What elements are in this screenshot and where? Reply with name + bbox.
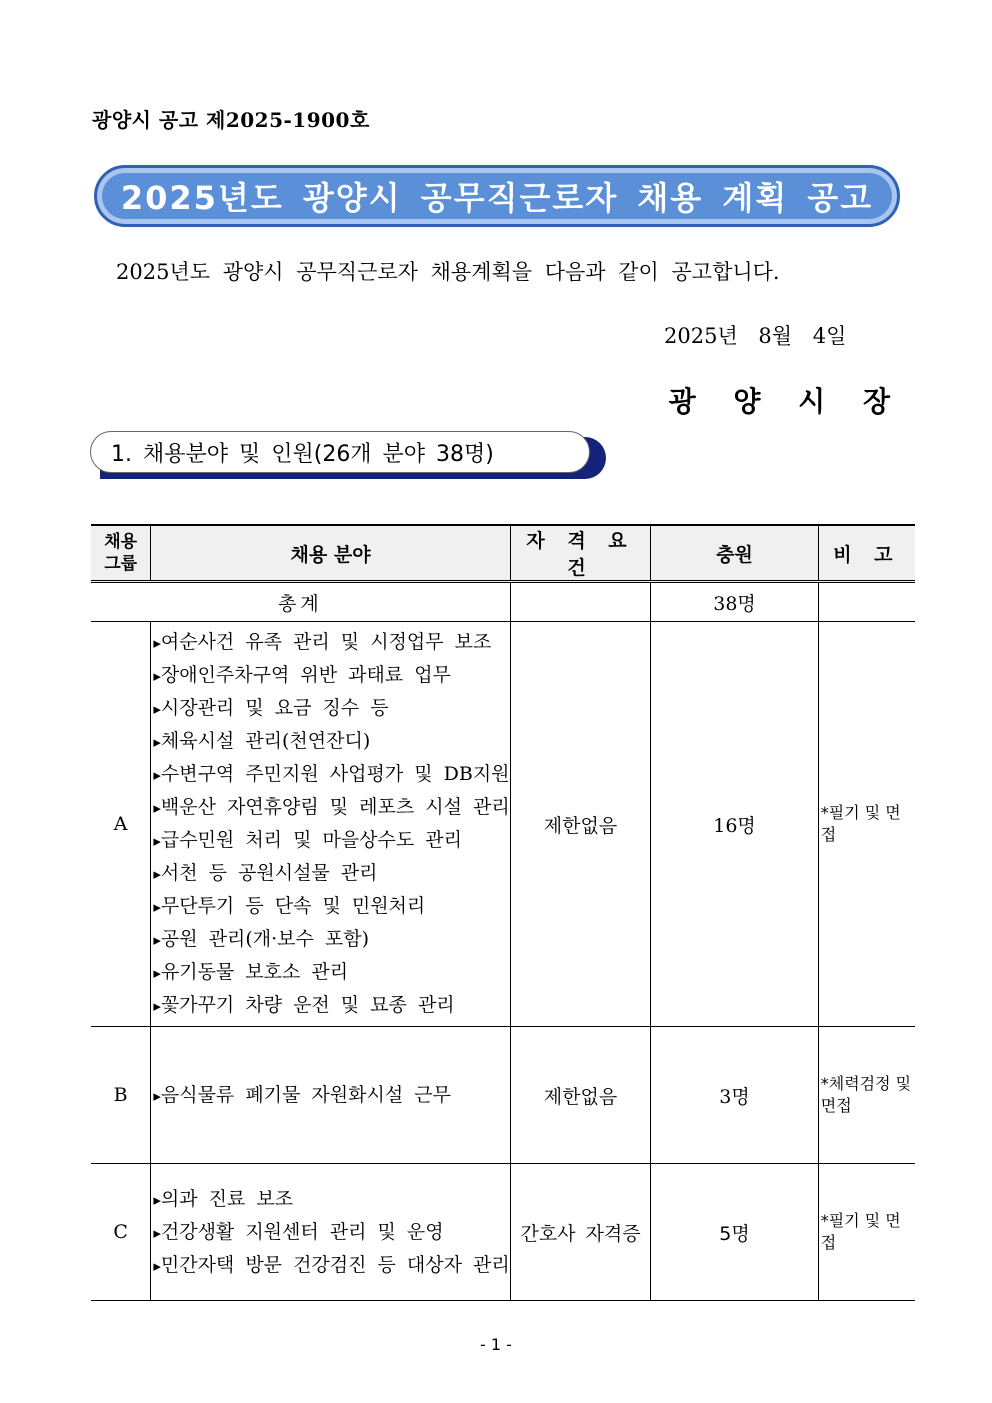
- table-header-row: [91, 525, 915, 582]
- list-item: ▸ 급수민원 처리 및 마을상수도 관리: [153, 824, 509, 857]
- qualification-cell: 간호사 자격증: [510, 1164, 651, 1301]
- total-count: 38명: [651, 582, 818, 622]
- announcement-date: 2025년 8월 4일: [664, 324, 847, 348]
- list-item: ▸ 의과 진료 보조: [153, 1183, 509, 1216]
- count-cell: 16명: [651, 622, 818, 1027]
- header-note: 비 고: [818, 525, 915, 582]
- list-item: ▸ 무단투기 등 단속 및 민원처리: [153, 890, 509, 923]
- page-number: - 1 -: [480, 1335, 512, 1354]
- table-row-total: [91, 582, 915, 622]
- table-row: [91, 622, 915, 1027]
- announcement-number: 광양시 공고 제2025-1900호: [92, 108, 370, 132]
- list-item: ▸ 체육시설 관리(천연잔디): [153, 725, 509, 758]
- fields-cell: [151, 1027, 510, 1164]
- total-qualification: [510, 582, 651, 622]
- title-banner: [94, 165, 900, 227]
- group-cell: C: [91, 1164, 151, 1301]
- total-label: 총계: [91, 582, 510, 622]
- list-item: ▸ 여순사건 유족 관리 및 시정업무 보조: [153, 626, 509, 659]
- list-item: ▸ 장애인주차구역 위반 과태료 업무: [153, 659, 509, 692]
- note-cell: *체력검정 및 면접: [818, 1027, 915, 1164]
- fields-cell: [151, 622, 510, 1027]
- group-cell: B: [91, 1027, 151, 1164]
- intro-text: 2025년도 광양시 공무직근로자 채용계획을 다음과 같이 공고합니다.: [116, 260, 780, 284]
- table-row: [91, 1027, 915, 1164]
- list-item: ▸ 음식물류 폐기물 자원화시설 근무: [153, 1079, 509, 1112]
- list-item: ▸ 꽃가꾸기 차량 운전 및 묘종 관리: [153, 989, 509, 1022]
- note-cell: *필기 및 면접: [818, 622, 915, 1027]
- table-row: [91, 1164, 915, 1301]
- header-group-label: 채용 그룹: [104, 532, 138, 574]
- section-heading-label: 1. 채용분야 및 인원(26개 분야 38명): [90, 431, 590, 473]
- list-item: ▸ 백운산 자연휴양림 및 레포츠 시설 관리: [153, 791, 509, 824]
- list-item: ▸ 유기동물 보호소 관리: [153, 956, 509, 989]
- mayor-signature: 광 양 시 장: [668, 385, 904, 418]
- recruitment-table: [91, 524, 915, 1301]
- list-item: ▸ 서천 등 공원시설물 관리: [153, 857, 509, 890]
- header-qualification: 자 격 요 건: [510, 525, 651, 582]
- group-cell: A: [91, 622, 151, 1027]
- total-note: [818, 582, 915, 622]
- qualification-cell: 제한없음: [510, 622, 651, 1027]
- page-title: 2025년도 광양시 공무직근로자 채용 계획 공고: [120, 179, 874, 217]
- count-cell: 3명: [651, 1027, 818, 1164]
- list-item: ▸ 건강생활 지원센터 관리 및 운영: [153, 1216, 509, 1249]
- header-field: 채용 분야: [151, 525, 510, 582]
- header-count: 충원: [651, 525, 818, 582]
- list-item: ▸ 수변구역 주민지원 사업평가 및 DB지원: [153, 758, 509, 791]
- list-item: ▸ 민간자택 방문 건강검진 등 대상자 관리: [153, 1249, 509, 1282]
- count-cell: 5명: [651, 1164, 818, 1301]
- section-heading-1: [90, 431, 606, 479]
- qualification-cell: 제한없음: [510, 1027, 651, 1164]
- list-item: ▸ 시장관리 및 요금 징수 등: [153, 692, 509, 725]
- fields-cell: [151, 1164, 510, 1301]
- header-group: [91, 525, 151, 582]
- list-item: ▸ 공원 관리(개·보수 포함): [153, 923, 509, 956]
- note-cell: *필기 및 면접: [818, 1164, 915, 1301]
